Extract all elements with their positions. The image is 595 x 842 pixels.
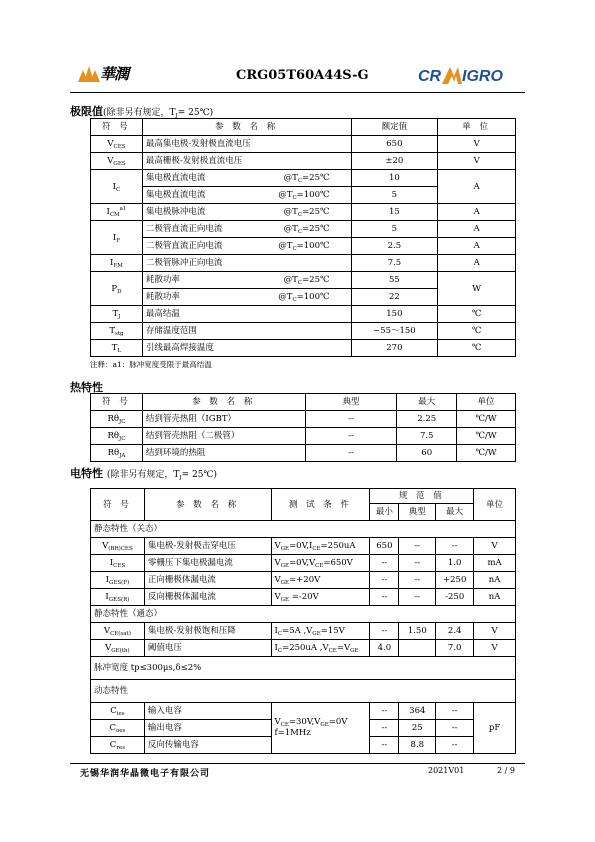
rating-cell: 5	[351, 187, 438, 204]
cond-cell: $V_{GE} =-20V$	[271, 589, 370, 606]
param-cell: 结到管壳热阻（二极管）	[142, 428, 305, 445]
param-cell: 引线最高焊接温度	[142, 340, 351, 357]
param-cell: 输出电容	[144, 720, 271, 737]
param-cell: 输入电容	[144, 703, 271, 720]
col-header-unit: 单 位	[438, 119, 516, 136]
col-header-param: 参 数 名 称	[142, 394, 305, 411]
unit-cell: A	[438, 221, 516, 238]
unit-cell: mA	[474, 555, 516, 572]
param-cell: 反向传输电容	[144, 737, 271, 754]
col-header-param: 参 数 名 称	[144, 489, 271, 521]
elec-row	[91, 623, 516, 640]
param-cell: 集电极-发射极击穿电压	[144, 538, 271, 555]
min-cell: --	[370, 720, 399, 737]
abs-max-row	[91, 238, 516, 255]
abs-max-heading: 极限值(除非另有规定，$T_J=$ 25℃)	[70, 105, 214, 119]
electrical-table	[90, 488, 516, 754]
abs-max-row	[91, 255, 516, 272]
unit-cell: A	[438, 238, 516, 255]
dynamic-section-cell: 动态特性	[91, 680, 516, 703]
header-divider	[70, 92, 525, 93]
param-cell: 二极管直流正向电流 $@T_C=100℃$	[142, 238, 351, 255]
max-cell: -250	[436, 589, 474, 606]
symbol-cell: $V_{GE(th)}$	[91, 640, 145, 657]
symbol-cell: $I_{CM}^{a1}$	[91, 204, 143, 221]
abs-max-row	[91, 272, 516, 289]
elec-row	[91, 555, 516, 572]
abs-max-row	[91, 323, 516, 340]
max-cell: +250	[436, 572, 474, 589]
crc-mountain-icon	[78, 64, 100, 82]
param-cell: 结到环境的热阻	[142, 445, 305, 462]
max-cell: --	[436, 703, 474, 720]
unit-cell: ℃/W	[457, 411, 516, 428]
abs-max-row	[91, 136, 516, 153]
static-on-section	[91, 606, 516, 623]
min-cell: 650	[370, 538, 399, 555]
symbol-cell: $R\theta_{JC}$	[91, 428, 143, 445]
unit-cell: nA	[474, 589, 516, 606]
col-header-spec: 规 范 值	[370, 489, 474, 504]
symbol-cell: $T_J$	[91, 306, 143, 323]
typ-cell: 8.8	[399, 737, 436, 754]
footer-company: 无锡华润华晶微电子有限公司	[80, 769, 211, 779]
unit-cell: V	[438, 136, 516, 153]
elec-row	[91, 640, 516, 657]
cond-cell: $V_{GE}=0V,I_{CE}=250uA$	[271, 538, 370, 555]
unit-cell: ℃	[438, 340, 516, 357]
unit-cell: V	[474, 538, 516, 555]
col-header-rating: 额定值	[351, 119, 438, 136]
typ-cell: --	[399, 538, 436, 555]
rating-cell: 22	[351, 289, 438, 306]
max-cell: 1.0	[436, 555, 474, 572]
abs-max-footnote: 注释：a1：脉冲宽度受限于最高结温	[90, 360, 212, 369]
max-cell: 60	[397, 445, 457, 462]
abs-max-row	[91, 221, 516, 238]
typ-cell: --	[305, 445, 397, 462]
col-header-unit: 单位	[457, 394, 516, 411]
thermal-table	[90, 393, 516, 462]
elec-row	[91, 589, 516, 606]
cond-cell: $I_C=5A$ $,V_{GE}=15V$	[271, 623, 370, 640]
symbol-cell: $T_{stg}$	[91, 323, 143, 340]
col-header-max: 最大	[436, 504, 474, 521]
param-cell: 集电极-发射极饱和压降	[144, 623, 271, 640]
param-cell: 最高栅极-发射极直流电压	[142, 153, 351, 170]
symbol-cell: $C_{oes}$	[91, 720, 145, 737]
unit-cell: V	[438, 153, 516, 170]
min-cell: --	[370, 703, 399, 720]
typ-cell: --	[399, 555, 436, 572]
max-cell: 7.5	[397, 428, 457, 445]
unit-cell: A	[438, 170, 516, 204]
symbol-cell: $C_{res}$	[91, 737, 145, 754]
unit-cell: nA	[474, 572, 516, 589]
max-cell: --	[436, 538, 474, 555]
pulse-note-row-cell: 脉冲宽度 tp≤300μs,δ≤2%	[91, 657, 516, 680]
unit-cell: V	[474, 640, 516, 657]
col-header-cond: 测 试 条 件	[271, 489, 370, 521]
typ-cell: --	[305, 411, 397, 428]
rating-cell: 5	[351, 221, 438, 238]
rating-cell: 650	[351, 136, 438, 153]
elec-row	[91, 703, 516, 720]
typ-cell: 364	[399, 703, 436, 720]
document-title: CRG05T60A44S-G	[236, 68, 369, 83]
company-logo-left	[78, 62, 148, 84]
rating-cell: ±20	[351, 153, 438, 170]
cond-cell: $V_{CE}=30V,V_{GE}=0V$ f=1MHz	[271, 703, 370, 754]
unit-cell: A	[438, 255, 516, 272]
static-on-section-cell: 静态特性（通态）	[91, 606, 516, 623]
elec-header-row-1	[91, 489, 516, 504]
col-header-symbol: 符 号	[91, 394, 143, 411]
param-cell: 结到管壳热阻（IGBT）	[142, 411, 305, 428]
symbol-cell: $V_{CE(sat)}$	[91, 623, 145, 640]
param-cell: 零栅压下集电极漏电流	[144, 555, 271, 572]
param-cell: 阈值电压	[144, 640, 271, 657]
symbol-cell: $T_L$	[91, 340, 143, 357]
param-cell: 耗散功率 $@T_C=25℃$	[142, 272, 351, 289]
min-cell: --	[370, 623, 399, 640]
svg-text:IGRO: IGRO	[462, 68, 503, 85]
symbol-cell: $I_F$	[91, 221, 143, 255]
abs-max-header-row	[91, 119, 516, 136]
col-header-unit: 单位	[474, 489, 516, 521]
col-header-typ: 典型	[399, 504, 436, 521]
col-header-symbol: 符 号	[91, 489, 145, 521]
symbol-cell: $I_C$	[91, 170, 143, 204]
unit-cell: ℃	[438, 306, 516, 323]
rating-cell: 10	[351, 170, 438, 187]
symbol-cell: $P_D$	[91, 272, 143, 306]
unit-cell: ℃/W	[457, 445, 516, 462]
param-cell: 耗散功率 $@T_C=100℃$	[142, 289, 351, 306]
rating-cell: 55	[351, 272, 438, 289]
param-cell: 最高集电极-发射极直流电压	[142, 136, 351, 153]
param-cell: 集电极直流电流 $@T_C=100℃$	[142, 187, 351, 204]
footer-divider	[70, 763, 525, 764]
abs-max-row	[91, 170, 516, 187]
min-cell: --	[370, 555, 399, 572]
cr-micro-logo-icon	[418, 64, 513, 86]
cond-cell: $V_{GE}=+20V$	[271, 572, 370, 589]
abs-max-row	[91, 204, 516, 221]
param-cell: 集电极直流电流 $@T_C=25℃$	[142, 170, 351, 187]
param-cell: 集电极脉冲电流 $@T_C=25℃$	[142, 204, 351, 221]
max-cell: --	[436, 720, 474, 737]
min-cell: --	[370, 737, 399, 754]
typ-cell	[399, 640, 436, 657]
min-cell: 4.0	[370, 640, 399, 657]
electrical-heading: 电特性 (除非另有规定，$T_J=$ 25℃)	[70, 467, 218, 481]
col-header-symbol: 符 号	[91, 119, 143, 136]
param-cell: 存储温度范围	[142, 323, 351, 340]
thermal-row	[91, 428, 516, 445]
abs-max-row	[91, 153, 516, 170]
symbol-cell: $I_{CES}$	[91, 555, 145, 572]
unit-cell: ℃/W	[457, 428, 516, 445]
symbol-cell: $V_{CES}$	[91, 136, 143, 153]
min-cell: --	[370, 589, 399, 606]
rating-cell: 2.5	[351, 238, 438, 255]
static-off-section-cell: 静态特性（关态）	[91, 521, 516, 538]
col-header-param: 参 数 名 称	[142, 119, 351, 136]
static-off-section	[91, 521, 516, 538]
col-header-max: 最大	[397, 394, 457, 411]
abs-max-row	[91, 306, 516, 323]
param-cell: 反向栅极体漏电流	[144, 589, 271, 606]
svg-text:CR: CR	[418, 68, 442, 85]
symbol-cell: $C_{ies}$	[91, 703, 145, 720]
param-cell: 二极管直流正向电流 $@T_C=25℃$	[142, 221, 351, 238]
thermal-header-row	[91, 394, 516, 411]
symbol-cell: $I_{GES(R)}$	[91, 589, 145, 606]
typ-cell: --	[399, 572, 436, 589]
unit-cell: pF	[474, 703, 516, 754]
rating-cell: 7.5	[351, 255, 438, 272]
max-cell: --	[436, 737, 474, 754]
abs-max-table	[90, 118, 516, 357]
unit-cell: W	[438, 272, 516, 306]
unit-cell: A	[438, 204, 516, 221]
max-cell: 7.0	[436, 640, 474, 657]
unit-cell: ℃	[438, 323, 516, 340]
footer-page-number: 2 / 9	[497, 766, 515, 775]
footer-version: 2021V01	[428, 766, 465, 775]
rating-cell: 270	[351, 340, 438, 357]
typ-cell: 1.50	[399, 623, 436, 640]
thermal-row	[91, 411, 516, 428]
company-logo-right	[418, 64, 513, 86]
param-cell: 二极管脉冲正向电流	[142, 255, 351, 272]
cond-cell: $V_{GE}=0V,V_{CE}=650V$	[271, 555, 370, 572]
cond-cell: $I_C=250uA$ $,V_{CE}=V_{GE}$	[271, 640, 370, 657]
thermal-row	[91, 445, 516, 462]
col-header-typ: 典型	[305, 394, 397, 411]
symbol-cell: $I_{GES(F)}$	[91, 572, 145, 589]
symbol-cell: $V_{(BR)CES}$	[91, 538, 145, 555]
max-cell: 2.25	[397, 411, 457, 428]
abs-max-row	[91, 340, 516, 357]
typ-cell: --	[399, 589, 436, 606]
symbol-cell: $I_{FM}$	[91, 255, 143, 272]
symbol-cell: $R\theta_{JC}$	[91, 411, 143, 428]
symbol-cell: $V_{GES}$	[91, 153, 143, 170]
typ-cell: 25	[399, 720, 436, 737]
dynamic-section	[91, 680, 516, 703]
max-cell: 2.4	[436, 623, 474, 640]
min-cell: --	[370, 572, 399, 589]
typ-cell: --	[305, 428, 397, 445]
logo-left-text: 華潤	[100, 65, 129, 83]
elec-row	[91, 572, 516, 589]
symbol-cell: $R\theta_{JA}$	[91, 445, 143, 462]
thermal-heading: 热特性	[70, 381, 103, 394]
col-header-min: 最小	[370, 504, 399, 521]
param-cell: 最高结温	[142, 306, 351, 323]
param-cell: 正向栅极体漏电流	[144, 572, 271, 589]
unit-cell: V	[474, 623, 516, 640]
rating-cell: 15	[351, 204, 438, 221]
pulse-note-row	[91, 657, 516, 680]
rating-cell: −55～150	[351, 323, 438, 340]
elec-row	[91, 538, 516, 555]
rating-cell: 150	[351, 306, 438, 323]
